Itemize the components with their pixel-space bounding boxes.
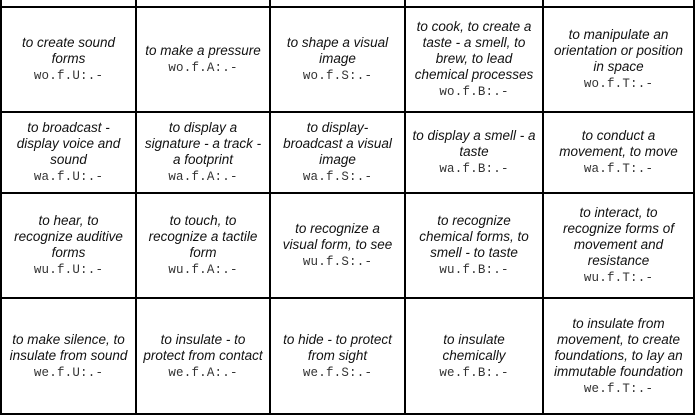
table-cell xyxy=(543,7,694,112)
table-cell xyxy=(1,7,136,112)
table-cell xyxy=(405,112,543,193)
table-cell xyxy=(1,298,136,414)
cell-code: wo.f.B:.- xyxy=(439,85,509,99)
cell-code: wu.f.T:.- xyxy=(583,271,654,285)
cell-gloss: to display a smell - a taste xyxy=(412,128,536,159)
cell-gloss: to recognize a visual form, to see xyxy=(282,221,393,252)
cell-code: wa.f.T:.- xyxy=(583,162,654,176)
table-cell xyxy=(405,298,543,414)
cell-code: wu.f.B:.- xyxy=(439,263,509,277)
cell-code: we.f.S:.- xyxy=(302,365,373,380)
table-cell-empty xyxy=(543,0,694,7)
cell-code: wa.f.B:.- xyxy=(439,162,509,176)
cell-gloss: to broadcast - display voice and sound xyxy=(16,120,121,167)
table-cell xyxy=(405,7,543,112)
cell-gloss: to hide - to protect from sight xyxy=(283,331,392,363)
table-cell xyxy=(136,7,270,112)
cell-gloss: to insulate - to protect from contact xyxy=(143,331,263,363)
cell-code: wo.f.A:.- xyxy=(168,61,238,75)
cell-gloss: to cook, to create a taste - a smell, to brew, to lead chemical processes xyxy=(414,19,534,82)
table-cell xyxy=(270,112,405,193)
cell-gloss: to shape a visual image xyxy=(286,35,389,66)
table-cell xyxy=(543,298,694,414)
table-cell xyxy=(543,112,694,193)
cell-code: we.f.U:.- xyxy=(33,365,104,380)
cell-gloss: to insulate chemically xyxy=(442,331,506,363)
cell-gloss: to make a pressure xyxy=(145,43,261,58)
cell-gloss: to manipulate an orientation or position in space xyxy=(553,27,684,74)
cell-code: wo.f.S:.- xyxy=(302,69,373,83)
cell-gloss: to create sound forms xyxy=(21,35,116,66)
table-cell xyxy=(1,193,136,298)
cell-gloss: to make silence, to insulate from sound xyxy=(9,331,128,363)
cell-gloss: to hear, to recognize auditive forms xyxy=(14,213,123,260)
cell-gloss: to insulate from movement, to create foundations, to lay an immutable foundation xyxy=(553,315,684,379)
table-cell xyxy=(270,193,405,298)
table-cell xyxy=(136,112,270,193)
cell-gloss: to display- broadcast a visual image xyxy=(283,120,392,167)
cell-code: we.f.A:.- xyxy=(168,365,238,380)
table-cell-empty xyxy=(270,0,405,7)
table-cell xyxy=(136,298,270,414)
cell-code: wu.f.U:.- xyxy=(33,263,104,277)
table-cell xyxy=(405,193,543,298)
table-cell-empty xyxy=(1,0,136,7)
table-row-wo xyxy=(1,7,694,112)
cell-code: wa.f.A:.- xyxy=(168,170,238,184)
table-row-we xyxy=(1,298,694,414)
table-row-wu xyxy=(1,193,694,298)
cell-code: wo.f.U:.- xyxy=(33,69,104,83)
table-cell-empty xyxy=(405,0,543,7)
cell-gloss: to interact, to recognize forms of movement and resistance xyxy=(562,205,675,268)
table-cell xyxy=(270,298,405,414)
cell-code: we.f.T:.- xyxy=(583,381,654,396)
table-cell-empty xyxy=(136,0,270,7)
table-cell xyxy=(1,112,136,193)
cell-code: wa.f.S:.- xyxy=(302,170,373,184)
cell-code: wu.f.S:.- xyxy=(302,255,373,269)
cell-gloss: to touch, to recognize a tactile form xyxy=(148,213,258,260)
cell-code: wo.f.T:.- xyxy=(583,77,654,91)
table-cell xyxy=(543,193,694,298)
table-cell xyxy=(136,193,270,298)
cell-gloss: to recognize chemical forms, to smell - to taste xyxy=(419,213,529,260)
table-cell xyxy=(270,7,405,112)
cell-gloss: to display a signature - a track - a footprint xyxy=(144,120,262,167)
cell-gloss: to conduct a movement, to move xyxy=(559,128,678,159)
cell-code: we.f.B:.- xyxy=(439,365,509,380)
table-row-wa xyxy=(1,112,694,193)
cell-code: wu.f.A:.- xyxy=(168,263,238,277)
cell-code: wa.f.U:.- xyxy=(33,170,104,184)
table-top-row-remnant xyxy=(1,0,694,7)
